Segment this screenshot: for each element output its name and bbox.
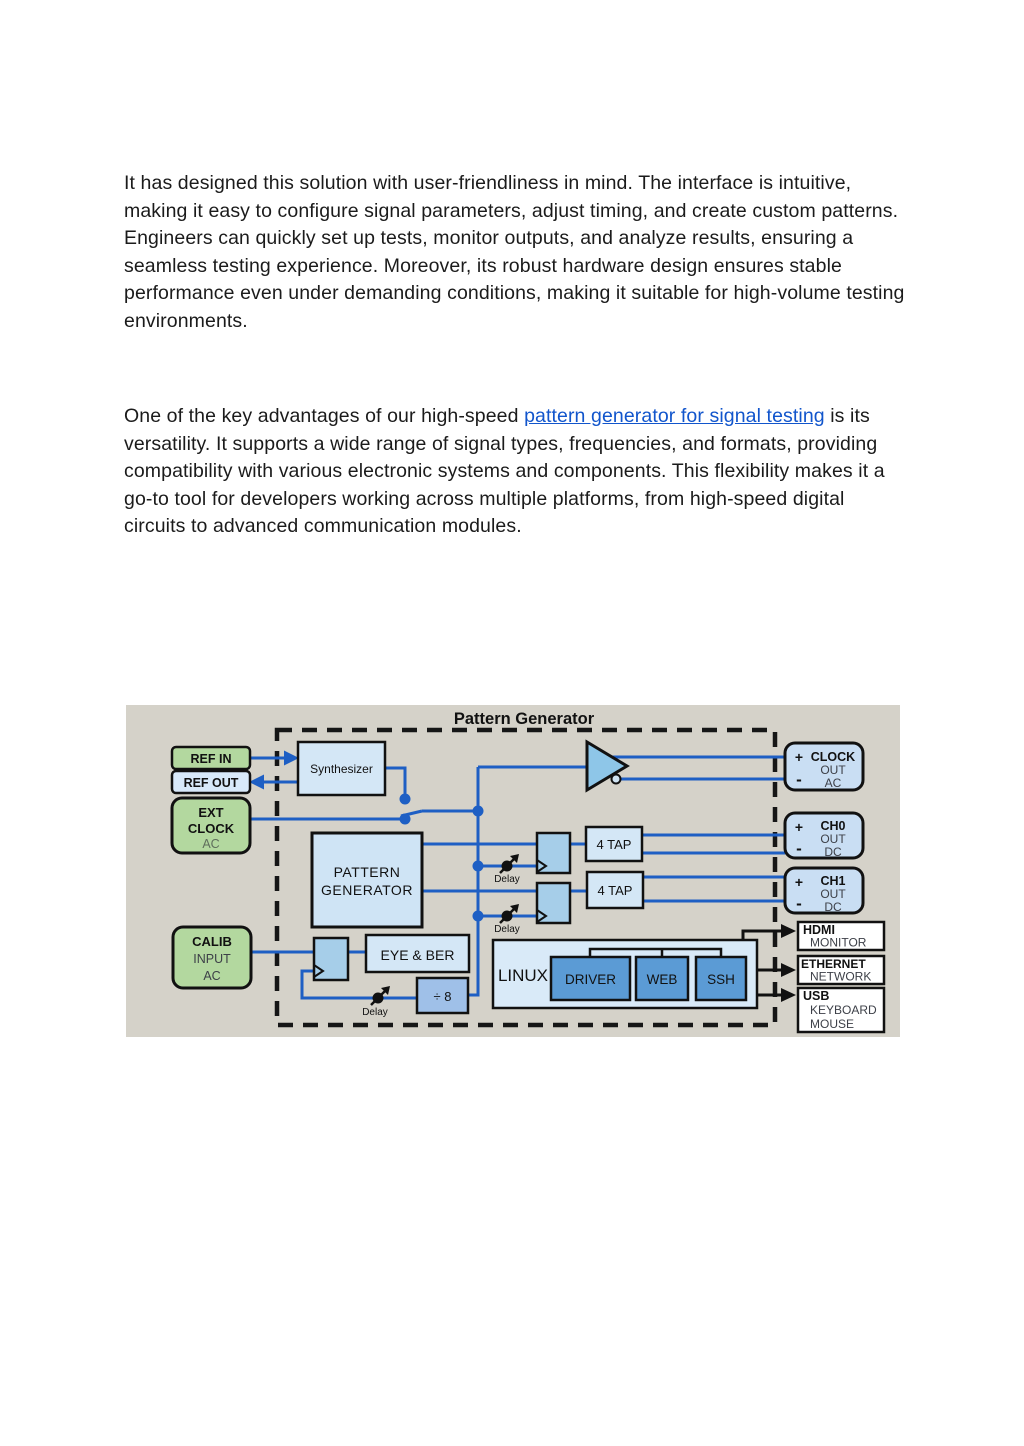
ch0-label-3: DC [824,845,842,859]
ch0-plus: + [794,819,804,835]
hdmi-monitor-box-group [798,922,884,950]
web-label: WEB [646,972,678,987]
ch1-label-2: OUT [820,887,846,901]
junction-ext-clock [400,814,411,825]
paragraph-intro: It has designed this solution with user-friendliness in mind. The interface is intuitive, making it easy to configure signal parameters, adjust timing, and create custom patterns. Engineers can quickly set up tests, monitor outputs, and analyze results, ensuring a seamless testing experience. Moreover, its robust hardware design ensures stable performance even under demanding conditions, making it suitable for high-volume testing environments. [124,172,905,332]
pattern-generator-box [312,833,422,927]
eye-ber-label: EYE & BER [380,947,455,963]
figure-title: Pattern Generator [453,710,595,728]
tap0-label: 4 TAP [596,837,632,852]
ethernet-network-box-group [798,956,884,984]
ch0-minus: - [796,839,802,858]
inverter-bubble-icon [612,775,621,784]
ext-clock-label-2: CLOCK [187,821,235,836]
ff0-box [537,833,570,873]
ref-in-label: REF IN [190,752,232,766]
ch1-plus: + [794,874,804,890]
junction-synth [400,794,411,805]
calib-label-2: INPUT [193,952,231,966]
ref-out-label: REF OUT [183,776,239,790]
divide-by-8-label: ÷ 8 [433,989,452,1004]
hdmi-label: HDMI [803,923,835,937]
pattern-generator-label-1: PATTERN [333,864,401,880]
paragraph-advantages-before: One of the key advantages of our high-speed [124,405,525,427]
clock-out-plus: + [794,749,804,765]
ethernet-label: ETHERNET [801,957,866,971]
ch0-label-1: CH0 [820,819,846,833]
calib-label-1: CALIB [192,934,232,949]
ext-clock-label-3: AC [202,837,220,851]
delay1-label: Delay [494,924,520,935]
clock-out-minus: - [796,770,802,789]
ssh-label: SSH [707,972,735,987]
ch0-out-box-group [785,813,863,859]
mouse-label: MOUSE [810,1017,855,1031]
paragraph-advantages-after: is its versatility. It supports a wide range of signal types, frequencies, and formats, providing compatibility with various electronic systems and components. This flexibility makes it a go-to tool for developers working across multiple platforms, from high-speed digital circuits to advanced communication modules. [124,405,885,537]
clock-out-label-2: OUT [820,763,846,777]
clock-out-label-3: AC [824,776,842,790]
delay1-icon [502,911,513,922]
ch0-label-2: OUT [820,832,846,846]
clock-out-box-group [785,743,863,790]
ch1-label-3: DC [824,900,842,914]
pattern-generator-figure [126,705,900,1037]
synthesizer-label: Synthesizer [310,762,373,776]
ch1-minus: - [796,894,802,913]
junction-clock-main [473,806,484,817]
network-label: NETWORK [810,969,872,984]
monitor-label: MONITOR [810,935,867,950]
pattern-generator-link[interactable]: pattern generator for signal testing [524,405,825,427]
ch1-out-box-group [785,868,863,914]
pattern-generator-label-2: GENERATOR [321,882,413,898]
usb-label: USB [803,989,830,1003]
ff1-box [537,883,570,923]
delay0-icon [502,861,513,872]
driver-label: DRIVER [564,972,617,987]
usb-keyboard-mouse-box-group [798,988,884,1032]
calib-label-3: AC [203,969,221,983]
junction-clock-ff1 [473,911,484,922]
delay2-label: Delay [362,1007,388,1018]
clock-out-label-1: CLOCK [810,750,856,764]
ext-clock-label-1: EXT [198,805,224,820]
ch1-label-1: CH1 [820,874,846,888]
tap1-label: 4 TAP [597,883,633,898]
paragraph-advantages [124,403,908,541]
delay2-icon [373,993,384,1004]
linux-label: LINUX [497,966,549,985]
junction-clock-ff0 [473,861,484,872]
keyboard-label: KEYBOARD [810,1003,877,1017]
delay0-label: Delay [494,874,520,885]
